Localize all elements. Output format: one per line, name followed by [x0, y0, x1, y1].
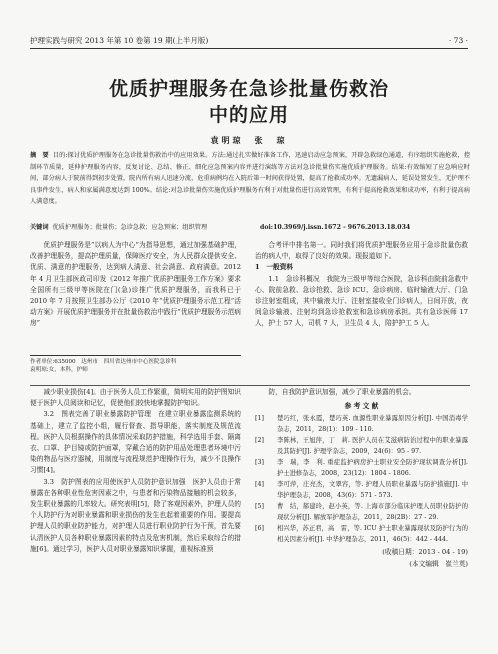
- reference-item: [255, 458, 468, 479]
- reference-item: [255, 502, 468, 523]
- reference-text: 李可萍，庄亮杰，文翠容，等. 护理人员职业暴露与防护措施[J]. 中华护理杂志，2008，43(6)：571 - 573.: [277, 481, 468, 499]
- section-divider: [30, 385, 470, 386]
- reference-text: 楚巧红，张永霞，楚巧英. 血源性职业暴露原因分析[J]. 中国消毒学杂志，2011，28(1)：109 - 110.: [277, 415, 468, 433]
- page-number: · 73 ·: [448, 36, 468, 45]
- reference-text: 李 瑞，李 利. 重症监护病房护士职业安全防护现状调查分析[J]. 护士进修杂志，2008，23(12)：1804 - 1806.: [277, 459, 468, 477]
- reference-number: [6]: [255, 525, 264, 533]
- journal-name: 护理实践与研究 2013 年第 10 卷第 19 期(上半月版): [30, 36, 209, 45]
- reference-number: [4]: [255, 481, 264, 489]
- subsection-1-1: 1.1 急诊科概况 我院为三级甲等综合医院，急诊科由院前急救中心、院前急救、急诊抢救、急诊 ICU、急诊病房、临时输液大厅、门急诊注射室组成，其中输液大厅、注射室接收全门诊病人，日间开放，夜间急诊输液、注射均到急诊抢救室和急诊病房承担。共有急诊医师 17 人，护士 57 人，司机 7 人，卫生员 4 人，陪护护工 5 人。: [255, 274, 468, 328]
- references-heading: 参 考 文 献: [344, 402, 379, 411]
- column-1-intro: 优质护理服务是“以病人为中心”为指导思想，通过加强基础护理，改善护理服务，提高护理质量，保障医疗安全，为人民群众提供安全、优质、满意的护理服务，达到病人满意、社会满意、政府满意。2012 年 4 月卫生部医政司印发《2012 年推广优质护理服务工作方案》要求全国所有三级甲等医院在门(急)诊推广优质护理服务，而我科已于 2010 年 7 月按照卫生部办公厅《2010 年“优质护理服务示范工程”活动方案》开展优质护理服务并在批量伤救治中践行“优质护理服务示范病房”: [30, 241, 241, 328]
- running-header: [30, 34, 468, 49]
- paragraph-protection-knowledge: 减少职业损伤[4]。由于医务人员工作繁重，简明实用的防护图知识便于医护人员阅读和记忆，促使他们较快地掌握防护知识。: [30, 388, 241, 408]
- article-title-line-1: 优质护理服务在急诊批量伤救治: [108, 78, 389, 100]
- reference-number: [2]: [255, 437, 264, 445]
- abstract-text: 目的:探讨优质护理服务在急诊批量伤救治中的应用效果。方法:通过扎实做好准备工作，迅速启动应急预案，开辟急救绿色通道，有序组织实施抢救，控制环节质量，延伸护理服务内容，反复讨论、总结、修正、细化应急预案内容并进行演练等方法对急诊批量伤实施优质护理服务。结果:有效缩短了应急响应时间，部分病人于院前得到初步处置，院内所有病人迅速分流，危重病例均在入院后第一时间获得处置，提高了抢救成功率。无遗漏病人，延误处置发生，无护理不良事件发生，病人和家属满意度达到 100%。结论:对急诊批量伤实施优质护理服务有利于对批量伤进行高效管理，有利于提高抢救效果和成功率，有利于提高病人满意度。: [30, 152, 471, 205]
- abstract-label: 摘 要: [30, 152, 49, 159]
- reference-item: [255, 480, 468, 501]
- column-1-lower: [30, 387, 241, 555]
- editor-credit: (本文编辑 崔兰英): [409, 559, 468, 568]
- author-affiliation-note: [30, 355, 241, 374]
- reference-number: [5]: [255, 503, 264, 511]
- intro-continuation: 合考评中排名第一。同时我们将优质护理服务应用于急诊批量伤救治的病人中，取得了良好的效果。现报道如下。: [255, 241, 468, 261]
- reference-text: 相兴华，苏正君，高 雷，等. ICU 护士职业暴露现状及防护行为的相关因素分析[J]. 中华护理杂志，2011，46(5)：442 - 444.: [277, 525, 468, 543]
- paragraph-3-2: 3.2 图表完善了职业暴露防护管理 在建立职业暴露监测系统的基础上，建立了监控小组，履行督查、指导职能，落实制度及规范流程。医护人员根据操作的具体情况采取防护措施，科学选用手套、隔离衣、口罩、护目镜或防护面罩，穿戴合适的防护用品处理患者环境中污染的物品与医疗器械，用制度与流程规范护理操作行为，减少不良操作习惯[4]。: [30, 410, 241, 475]
- keywords-label: 关键词: [30, 224, 49, 231]
- author-names: 袁明琼 张 琼: [210, 135, 288, 145]
- column-2-intro: [255, 240, 468, 330]
- keywords-text: 优质护理服务；批量伤；急诊急救；应急预案；组织管理: [52, 224, 208, 231]
- paragraph-conclusion-end: 防，自我防护意识加强，减少了职业暴露的机会。: [268, 388, 416, 396]
- author-affiliation-text: 作者单位:635000 达州市 四川省达州市中心医院急诊科 袁明琼:女，本科，护师: [30, 359, 177, 373]
- received-date: (收稿日期：2013 - 04 - 19): [382, 548, 468, 557]
- doi-text: doi:10.3969/j.issn.1672 - 9676.2013.18.034: [260, 224, 411, 231]
- reference-text: 曹 结，郝建玲，赵小英，等. 上海市部分临床护理人员职业防护的现状分析[J]. 解放军护理杂志，2011，28(2B)：27 - 29.: [277, 503, 468, 521]
- reference-text: 李陈林，王旭萍，丁 莉. 医护人员在艾滋病防治过程中的职业暴露及其防护[J]. 护理学杂志，2009，24(6)：95 - 97.: [277, 437, 468, 455]
- paragraph-3-3: 3.3 防护图表的应用使医护人员防护意识加强 医护人员由于常暴露在各种职业性危害因素之中，与患者和污染物品接触的机会较多，发生职业暴露的几率较大。研究表明[5]，除了客观因素外，护理人员的个人防护行为对职业暴露和职业损伤的发生也起着重要的作用。要提高护理人员的职业防护能力，对护理人员进行职业防护行为干预，首先要认清医护人员各种职业暴露因素的特点及危害机制，然后采取综合的措施[6]。通过学习，医护人员对职业暴露知识掌握，重视标准预: [30, 477, 241, 553]
- reference-number: [1]: [255, 415, 264, 423]
- reference-item: [255, 436, 468, 457]
- reference-item: [255, 524, 468, 545]
- abstract-block: [30, 150, 470, 208]
- column-2-lower: [255, 387, 468, 570]
- keywords-line: [30, 223, 470, 233]
- article-title-line-2: 中的应用: [208, 104, 289, 126]
- reference-item: [255, 414, 468, 435]
- reference-number: [3]: [255, 459, 264, 467]
- section-heading-1: 1 一般资料: [255, 263, 294, 272]
